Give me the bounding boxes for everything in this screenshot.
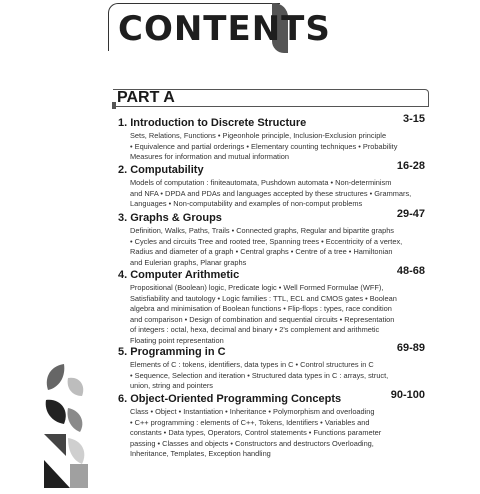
entry-pages: 29-47 — [396, 208, 425, 220]
entry-title: 6. Object-Oriented Programming Concepts — [118, 393, 342, 405]
entry-line: of integers : octal, hexa, decimal and binary • 2's complement and arithmetic — [130, 325, 380, 335]
entry-description — [118, 283, 428, 347]
entry-line: algebra and minimisation of Boolean functions • Flip-flops : types, race condition — [130, 304, 392, 314]
leaf-shape — [47, 364, 65, 390]
entry-title: 2. Computability — [118, 164, 204, 176]
toc-entry-5[interactable] — [118, 342, 428, 392]
leaf-shape — [44, 460, 70, 488]
entry-title: 5. Programming in C — [118, 346, 226, 358]
entry-line: and comparison • Design of combination and sequential circuits • Representation — [130, 314, 395, 324]
entry-line: Class • Object • Instantiation • Inheritance • Polymorphism and overloading — [130, 407, 375, 416]
leaf-shape — [46, 400, 66, 424]
entry-description — [118, 178, 428, 210]
entry-pages: 48-68 — [396, 265, 425, 277]
entry-title: 4. Computer Arithmetic — [118, 269, 240, 281]
page-title: CONTENTS — [118, 9, 331, 49]
entry-line: Floating point representation — [130, 335, 224, 345]
entry-pages: 3-15 — [402, 113, 425, 125]
entry-line: Satisfiability and tautology • Logic families : TTL, ECL and CMOS gates • Boolean — [130, 293, 397, 303]
contents-heading — [108, 3, 331, 54]
toc-entry-6[interactable] — [118, 389, 428, 460]
entry-line: Inheritance, Templates, Exception handling — [130, 449, 271, 459]
leaf-shape — [44, 434, 66, 456]
entry-line: • Cycles and circuits Tree and rooted tree, Spanning trees • Eccentricity of a vertex, — [130, 236, 403, 246]
part-title: PART A — [117, 89, 175, 106]
entry-line: and Eulerian graphs, Planar graphs — [130, 257, 247, 267]
leaf-shape — [68, 438, 84, 464]
entry-title: 1. Introduction to Discrete Structure — [118, 117, 307, 129]
entry-description — [118, 407, 428, 460]
entry-line: passing • Classes and objects • Constructors and destructors Overloading, — [130, 438, 374, 448]
entry-line: Propositional (Boolean) logic, Predicate logic • Well Formed Formulae (WFF), — [130, 283, 384, 292]
entry-line: Languages • Non-computability and examples of non-comput problems — [130, 199, 363, 209]
entry-pages: 69-89 — [396, 342, 425, 354]
entry-line: Measures for information and mutual information — [130, 152, 289, 162]
entry-description — [118, 360, 428, 392]
entry-line: • Equivalence and partial orderings • Elementary counting techniques • Probability — [130, 141, 398, 151]
entry-line: Models of computation : finiteautomata, Pushdown automata • Non-determinism — [130, 178, 392, 187]
toc-entry-4[interactable] — [118, 265, 428, 347]
entry-line: union, string and pointers — [130, 381, 213, 391]
entry-line: • C++ programming : elements of C++, Tokens, Identifiers • Variables and — [130, 417, 370, 427]
entry-description — [118, 226, 428, 268]
entry-line: Radius and diameter of a graph • Central graphs • Centre of a tree • Hamiltonian — [130, 247, 393, 257]
leaf-shape — [68, 408, 83, 432]
toc-entry-3[interactable] — [118, 208, 428, 268]
leaf-shape — [70, 464, 88, 488]
leaf-shape — [68, 378, 84, 396]
decorative-leaf-shapes — [40, 360, 92, 490]
entry-line: constants • Data types, Operators, Control statements • Functions parameter — [130, 428, 382, 438]
entry-line: Definition, Walks, Paths, Trails • Connected graphs, Regular and bipartite graphs — [130, 226, 394, 235]
toc-entry-1[interactable] — [118, 113, 428, 163]
entry-line: Sets, Relations, Functions • Pigeonhole principle, Inclusion-Exclusion principle — [130, 131, 387, 140]
entry-title: 3. Graphs & Groups — [118, 212, 222, 224]
entry-description — [118, 131, 428, 163]
toc-entry-2[interactable] — [118, 160, 428, 210]
entry-line: Elements of C : tokens, identifiers, data types in C • Control structures in C — [130, 360, 374, 369]
entry-line: • Sequence, Selection and iteration • Structured data types in C : arrays, struct, — [130, 370, 389, 380]
entry-pages: 16-28 — [396, 160, 425, 172]
entry-line: and NFA • DPDA and PDAs and languages accepted by these structures • Grammars, — [130, 188, 412, 198]
entry-pages: 90-100 — [390, 389, 425, 401]
